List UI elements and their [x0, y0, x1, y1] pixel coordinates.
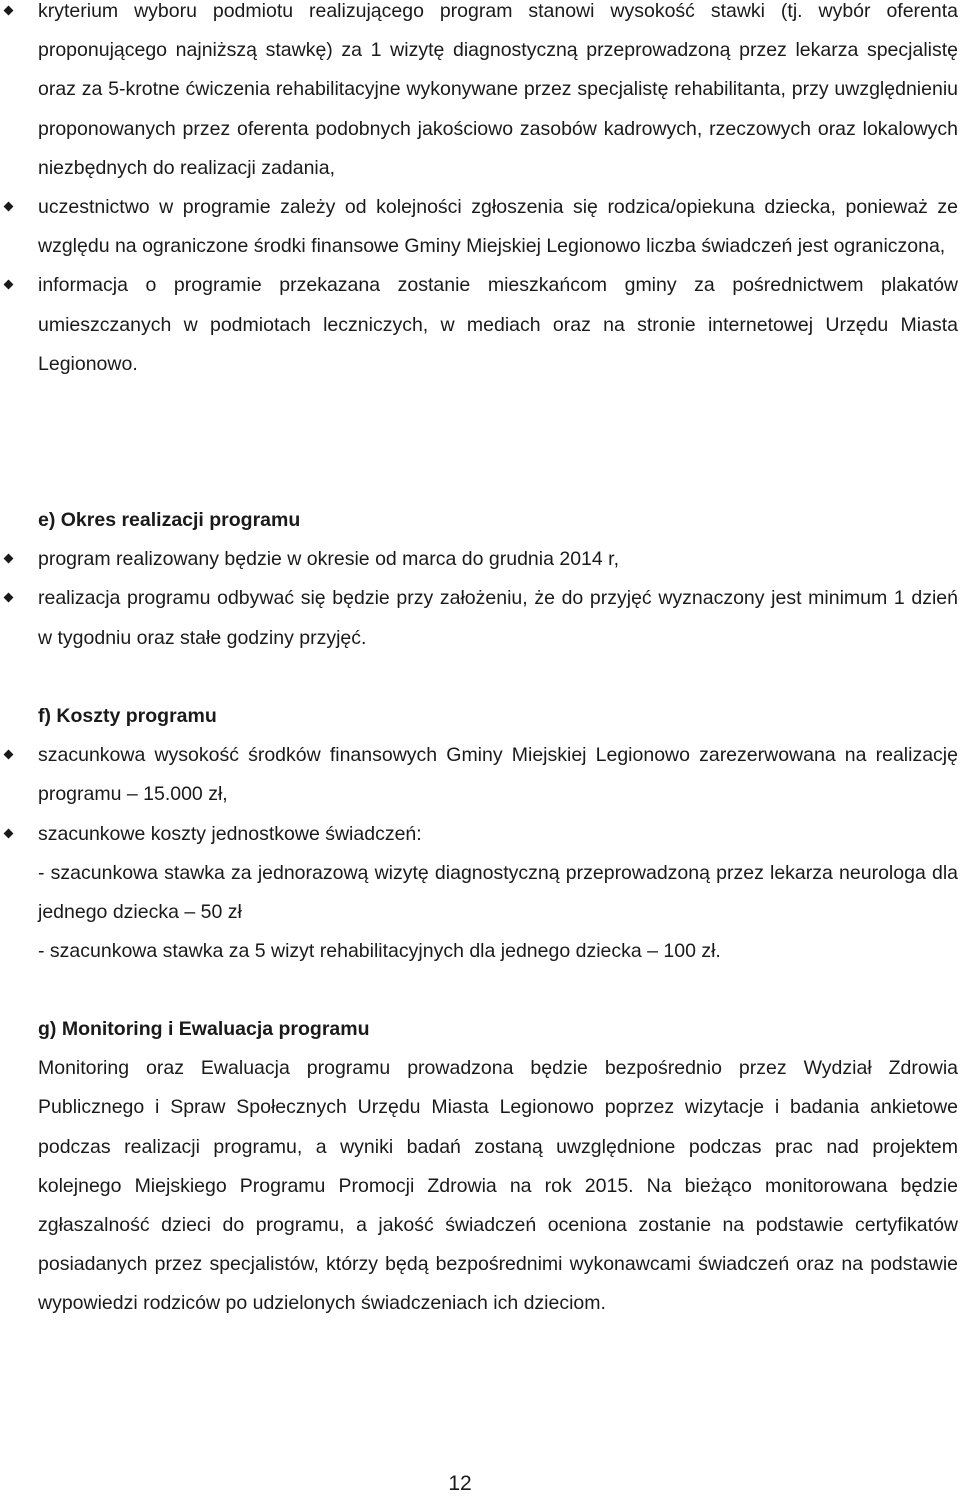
- list-item-text: realizacja programu odbywać się będzie przy założeniu, że do przyjęć wyznaczony jest minimum 1 dzień w tygodniu oraz stałe godziny przyjęć.: [38, 587, 958, 649]
- list-item: [38, 736, 958, 814]
- list-item-text: informacja o programie przekazana zostanie mieszkańcom gminy za pośrednictwem plakatów umieszczanych w podmiotach leczniczych, w mediach oraz na stronie internetowej Urzędu Miasta Legionowo.: [38, 274, 958, 375]
- list-item: [38, 0, 958, 188]
- list-item-text: uczestnictwo w programie zależy od kolejności zgłoszenia się rodzica/opiekuna dziecka, ponieważ ze względu na ograniczone środki finansowe Gminy Miejskiej Legionowo liczba świadczeń jest ograniczona,: [38, 196, 958, 258]
- page-number: 12: [448, 1472, 472, 1495]
- section-g-paragraph: Monitoring oraz Ewaluacja programu prowadzona będzie bezpośrednio przez Wydział Zdrowia Publicznego i Spraw Społecznych Urzędu Miasta Legionowo poprzez wizytacje i badania ankietowe podczas realizacji programu, a wyniki badań zostaną uwzględnione podczas prac nad projektem kolejnego Miejskiego Programu Promocji Zdrowia na rok 2015. Na bieżąco monitorowana będzie zgłaszalność dzieci do programu, a jakość świadczeń oceniona zostanie na podstawie certyfikatów posiadanych przez specjalistów, którzy będą bezpośrednimi wykonawcami świadczeń oraz na podstawie wypowiedzi rodziców po udzielonych świadczeniach ich dzieciom.: [38, 1057, 958, 1315]
- list-item-text: szacunkowe koszty jednostkowe świadczeń:: [38, 822, 422, 845]
- cost-line: - szacunkowa stawka za 5 wizyt rehabilitacyjnych dla jednego dziecka – 100 zł.: [38, 940, 721, 963]
- diamond-bullet-icon: [4, 554, 14, 564]
- diamond-bullet-icon: [4, 202, 14, 212]
- diamond-bullet-icon: [4, 593, 14, 603]
- section-g: [38, 1010, 958, 1324]
- diamond-bullet-icon: [4, 828, 14, 838]
- list-item-text: kryterium wyboru podmiotu realizującego program stanowi wysokość stawki (tj. wybór oferenta proponującego najniższą stawkę) za 1 wizytę diagnostyczną przeprowadzoną przez lekarza specjalistę oraz za 5-krotne ćwiczenia rehabilitacyjne wykonywane przez specjalistę rehabilitanta, przy uwzględnieniu proponowanych przez oferenta podobnych jakościowo zasobów kadrowych, rzeczowych oraz lokalowych niezbędnych do realizacji zadania,: [38, 0, 958, 179]
- section-f-heading: f) Koszty programu: [38, 705, 217, 727]
- section-e: [38, 501, 958, 658]
- list-item-text: program realizowany będzie w okresie od marca do grudnia 2014 r,: [38, 548, 619, 571]
- diamond-bullet-icon: [4, 6, 14, 16]
- bullet-list-top: [38, 0, 958, 384]
- list-item: [38, 579, 958, 657]
- list-item: [38, 188, 958, 266]
- cost-line: - szacunkowa stawka za jednorazową wizytę diagnostyczną przeprowadzoną przez lekarza neurologa dla jednego dziecka – 50 zł: [38, 861, 958, 924]
- section-e-heading: e) Okres realizacji programu: [38, 509, 301, 531]
- diamond-bullet-icon: [4, 750, 14, 760]
- list-item: [38, 540, 958, 579]
- list-item: [38, 266, 958, 384]
- section-g-heading: g) Monitoring i Ewaluacja programu: [38, 1018, 370, 1040]
- list-item: [38, 815, 958, 854]
- list-item-text: szacunkowa wysokość środków finansowych Gminy Miejskiej Legionowo zarezerwowana na realizację programu – 15.000 zł,: [38, 744, 958, 806]
- diamond-bullet-icon: [4, 280, 14, 290]
- section-f: [38, 697, 958, 971]
